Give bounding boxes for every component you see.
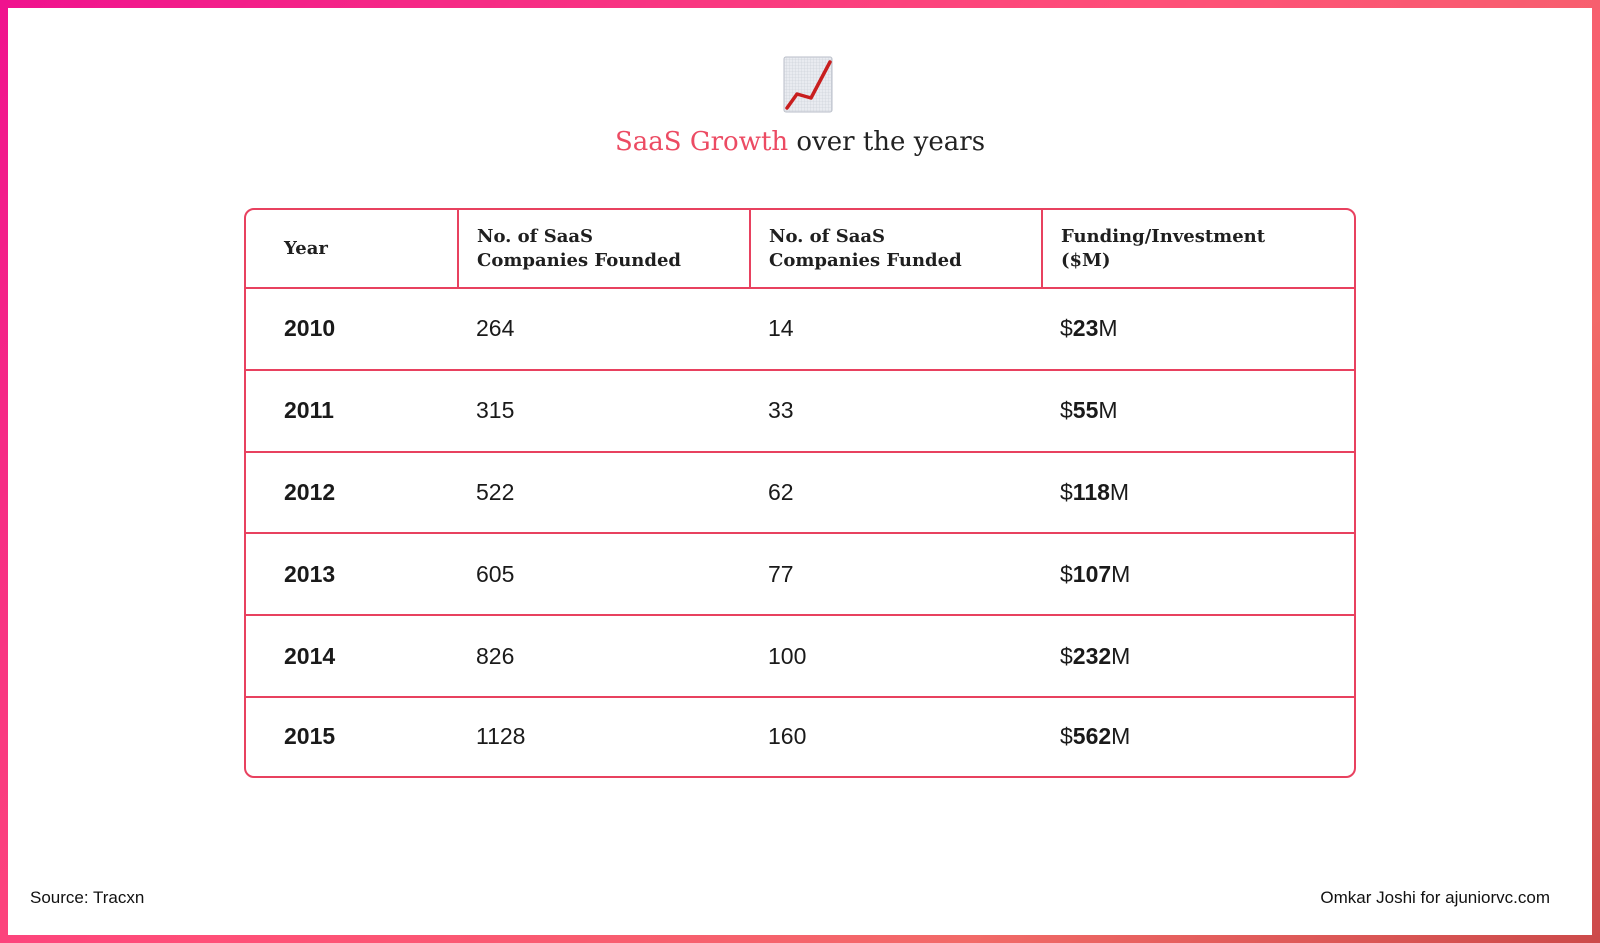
cell-founded: 315 xyxy=(458,370,750,452)
table-row xyxy=(246,452,1354,534)
cell-year: 2014 xyxy=(246,615,458,697)
title-accent: SaaS Growth xyxy=(614,127,789,157)
cell-year: 2011 xyxy=(246,370,458,452)
funding-value: 23 xyxy=(1072,315,1099,342)
column-header-line: ($M) xyxy=(1061,249,1111,271)
chart-increasing-icon xyxy=(783,56,833,113)
funding-value: 118 xyxy=(1072,478,1110,505)
cell-founded: 605 xyxy=(458,533,750,615)
cell-funded: 33 xyxy=(750,370,1042,452)
currency-prefix: $ xyxy=(1060,315,1073,342)
currency-prefix: $ xyxy=(1060,397,1073,424)
unit-suffix: M xyxy=(1111,723,1131,750)
column-header-funded xyxy=(750,210,1042,288)
column-header-line: No. of SaaS xyxy=(769,225,886,247)
table-row xyxy=(246,697,1354,776)
unit-suffix: M xyxy=(1098,315,1118,342)
unit-suffix: M xyxy=(1109,478,1130,505)
data-table xyxy=(246,210,1354,776)
cell-funded: 160 xyxy=(750,697,1042,776)
column-header-year xyxy=(246,210,458,288)
cell-funding xyxy=(1042,288,1354,370)
column-header-line: Funding/Investment xyxy=(1061,225,1266,247)
page-canvas xyxy=(8,8,1592,935)
currency-prefix: $ xyxy=(1060,478,1073,505)
title-rest: over the years xyxy=(788,127,986,157)
page-title xyxy=(8,127,1592,157)
unit-suffix: M xyxy=(1111,560,1131,587)
table-row xyxy=(246,288,1354,370)
funding-value: 562 xyxy=(1072,723,1112,750)
cell-funding xyxy=(1042,370,1354,452)
column-header-line: Year xyxy=(284,237,328,259)
cell-funded: 77 xyxy=(750,533,1042,615)
column-header-line: No. of SaaS xyxy=(477,225,594,247)
cell-founded: 522 xyxy=(458,452,750,534)
cell-funded: 62 xyxy=(750,452,1042,534)
table-header-row xyxy=(246,210,1354,288)
unit-suffix: M xyxy=(1111,642,1131,669)
funding-value: 107 xyxy=(1072,560,1112,587)
cell-year: 2012 xyxy=(246,452,458,534)
cell-founded: 826 xyxy=(458,615,750,697)
table-row xyxy=(246,615,1354,697)
author-credit: Omkar Joshi for ajuniorvc.com xyxy=(1320,888,1550,907)
cell-funding xyxy=(1042,452,1354,534)
data-table-container xyxy=(244,208,1356,778)
column-header-line: Companies Funded xyxy=(769,249,962,271)
cell-year: 2013 xyxy=(246,533,458,615)
cell-founded: 1128 xyxy=(458,697,750,776)
table-row xyxy=(246,370,1354,452)
column-header-founded xyxy=(458,210,750,288)
funding-value: 232 xyxy=(1072,642,1112,669)
table-body xyxy=(246,288,1354,776)
cell-funded: 100 xyxy=(750,615,1042,697)
cell-funding xyxy=(1042,533,1354,615)
cell-funding xyxy=(1042,615,1354,697)
cell-year: 2015 xyxy=(246,697,458,776)
cell-funded: 14 xyxy=(750,288,1042,370)
table-row xyxy=(246,533,1354,615)
cell-founded: 264 xyxy=(458,288,750,370)
unit-suffix: M xyxy=(1098,397,1118,424)
currency-prefix: $ xyxy=(1060,642,1073,669)
currency-prefix: $ xyxy=(1060,560,1073,587)
cell-funding xyxy=(1042,697,1354,776)
column-header-line: Companies Founded xyxy=(477,249,682,271)
funding-value: 55 xyxy=(1072,397,1099,424)
cell-year: 2010 xyxy=(246,288,458,370)
source-note: Source: Tracxn xyxy=(30,888,145,907)
column-header-funding xyxy=(1042,210,1354,288)
currency-prefix: $ xyxy=(1060,723,1073,750)
